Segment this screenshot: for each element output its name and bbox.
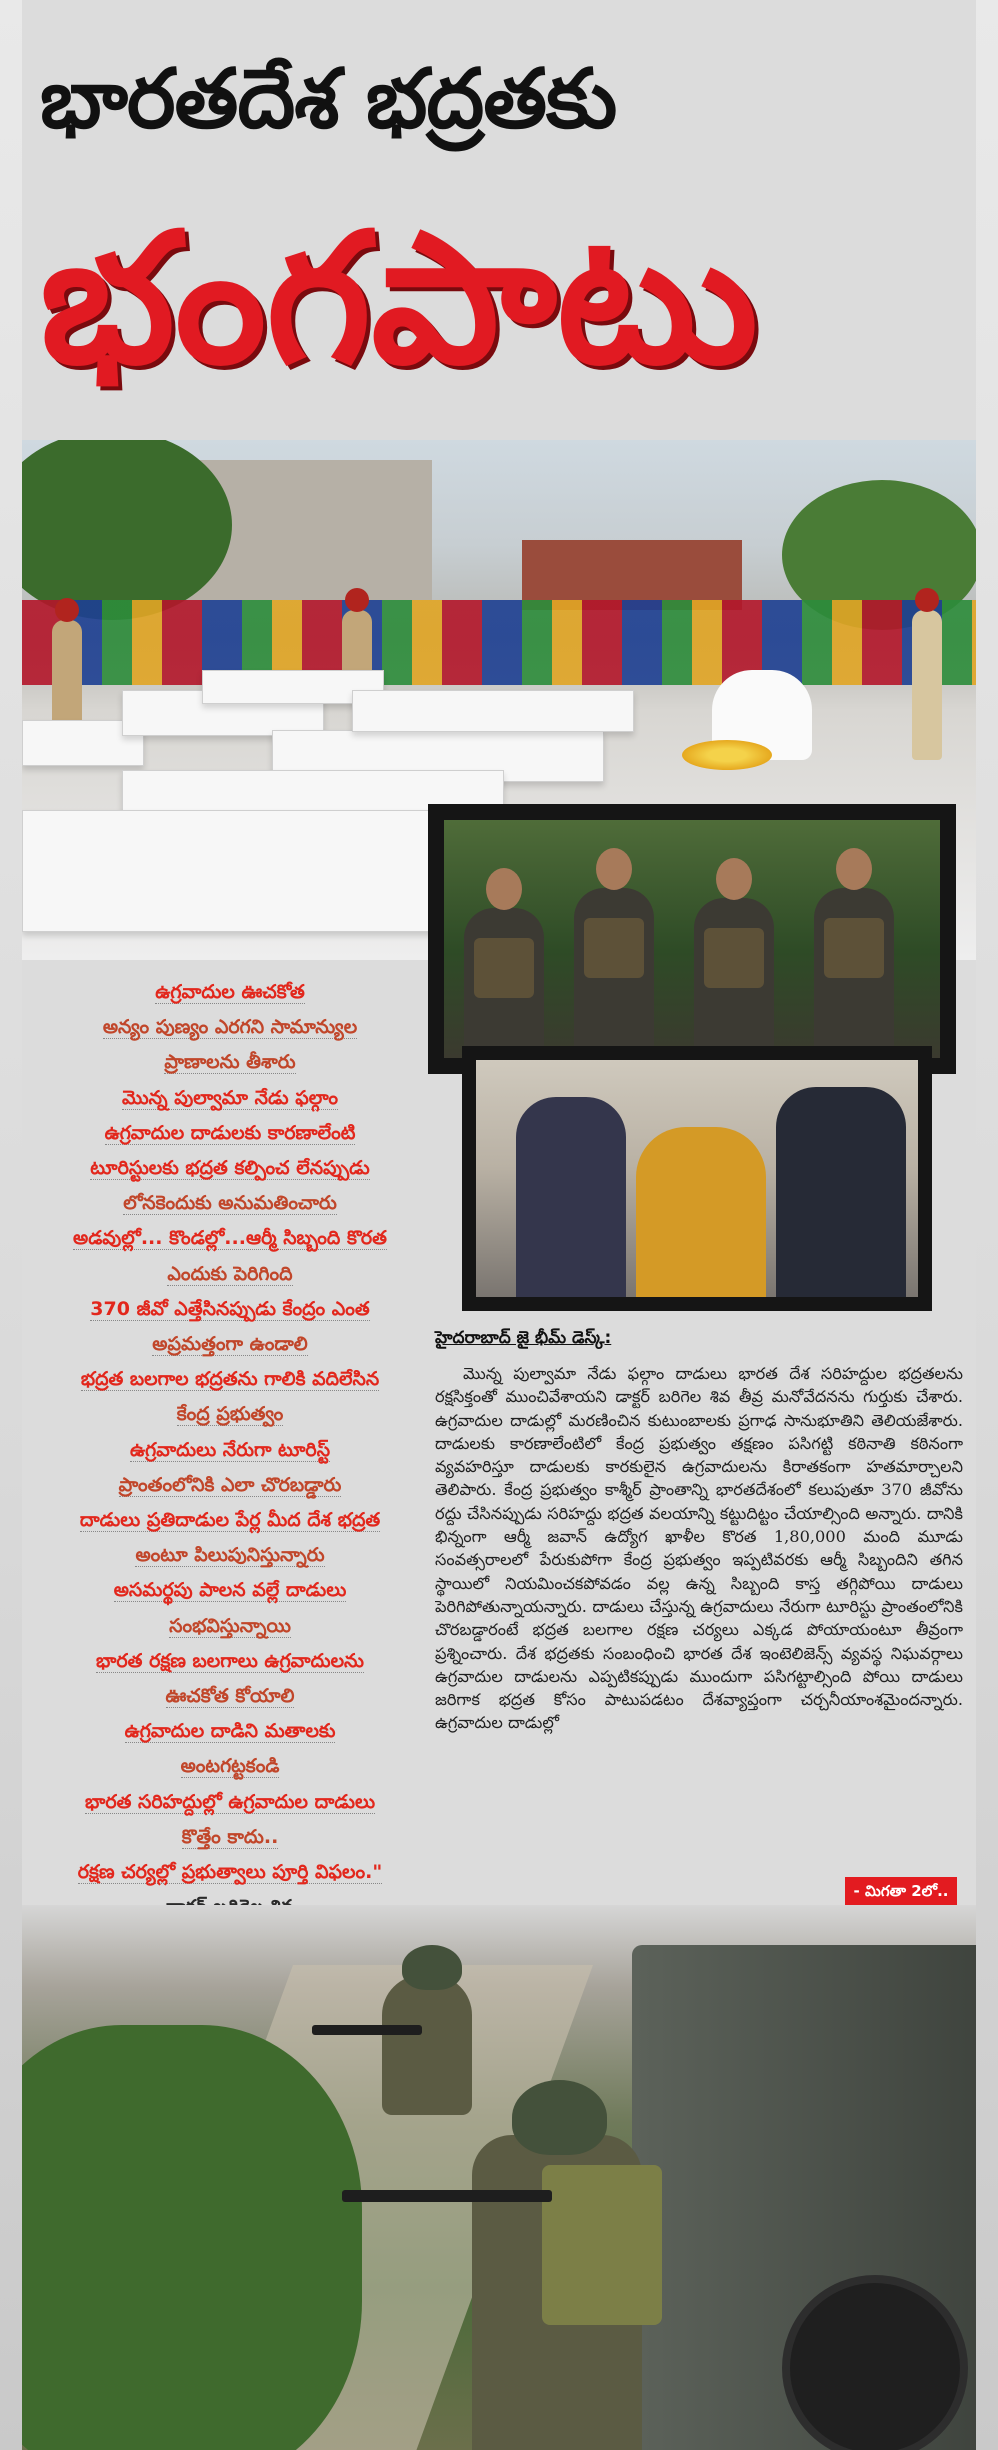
pull-quote-text: భద్రత బలగాల భద్రతను గాలికి వదిలేసిన <box>80 1368 380 1391</box>
headline-kicker: భారతదేశ భద్రతకు <box>40 52 617 147</box>
pull-quote-text: సంభవిస్తున్నాయి <box>169 1614 291 1637</box>
pull-quote-line <box>60 1362 400 1397</box>
pull-quote-line <box>60 975 400 1010</box>
pull-quote-text: ఉగ్రవాదుల దాడులకు కారణాలేంటి <box>104 1121 356 1144</box>
pull-quote-text: కేంద్ర ప్రభుత్వం <box>176 1403 284 1426</box>
pull-quote-text: భారత రక్షణ బలగాలు ఉగ్రవాదులను <box>96 1649 364 1672</box>
pull-quote-line <box>60 1573 400 1608</box>
pull-quote-text: ప్రాంతంలోనికి ఎలా చొరబడ్డారు <box>118 1473 342 1496</box>
rescue-photo <box>476 1060 918 1297</box>
pull-quote-line <box>60 1257 400 1292</box>
injured-woman <box>636 1127 766 1297</box>
pull-quote-text: అన్యం పుణ్యం ఎరగని సామాన్యుల <box>102 1016 358 1039</box>
pull-quote-line <box>60 1785 400 1820</box>
pull-quote-line <box>60 1644 400 1679</box>
pull-quote-text: రక్షణ చర్యల్లో ప్రభుత్వాలు పూర్తి విఫలం." <box>77 1861 383 1884</box>
pull-quote-line <box>60 1749 400 1784</box>
pull-quote-text: అసమర్థపు పాలన వల్లే దాడులు <box>113 1579 347 1602</box>
vehicle-wheel <box>782 2275 968 2450</box>
article-text: మొన్న పుల్వామా నేడు ఫల్గాం దాడులు భారత దేశ సరిహద్దుల భద్రతలను రక్షసిక్తంతో ముంచివేశాయని డాక్టర్ బరిగెల శివ తీవ్ర మనోవేదనను గుర్తుకు చేశారు. ఉగ్రవాదుల దాడుల్లో మరణించిన కుటుంబాలకు ప్రగాఢ సానుభూతిని తెలియజేశారు. దాడులకు కారణాలేంటిలో కేంద్ర ప్రభుత్వం తక్షణం పసిగట్టి కఠినాతి కఠినంగా వ్యవహరిస్తూ దాడులకు కారకులైన ఉగ్రవాదులను కిరాతకంగా హతమార్చాలని తెలిపారు. కేంద్ర ప్రభుత్వం కాశ్మీర్ ప్రాంతాన్ని భారతదేశంలో కలుపుతూ 370 జీవోను రద్దు చేసినప్పుడు సరిహద్దు భద్రత వలయాన్ని కట్టుదిట్టం చేయాల్సింది అన్నారు. దానికి భిన్నంగా ఆర్మీ జవాన్ ఉద్యోగ ఖాళీల కొరత 1,80,000 మంది మూడు సంవత్సరాలలో పేరుకుపోగా కేంద్ర ప్రభుత్వం ఇప్పటివరకు ఆర్మీ సిబ్బందిని తగిన స్థాయిలో నియమించకపోవడం వల్ల ఉన్న సిబ్బంది కాస్త తగ్గిపోయి దాడులు పెరిగిపోతున్నాయన్నారు. దాడులు చేస్తున్న ఉగ్రవాదులు నేరుగా టూరిస్టు ప్రాంతంలోనికి చొరబడ్డారంటే భద్రత బలగాల రక్షణ చర్యలు ఎక్కడ పోయాయంటూ తీవ్రంగా ప్రశ్నించారు. దేశ భద్రతకు సంబంధించి భారత దేశ ఇంటెలిజెన్స్ వ్యవస్థ నిఘవర్గాలు ఉగ్రవాదుల దాడులను ఎప్పటికప్పుడు ముందుగా పసిగట్టాల్సింది పోయి దాడులు జరిగాక భద్రత కోసం పాటుపడటం దేశవ్యాప్తంగా చర్చనీయాంశమైందన్నారు. ఉగ్రవాదుల దాడుల్లో <box>435 1364 963 1733</box>
pull-quote-line <box>60 1397 400 1432</box>
pull-quote-text: అడవుల్లో... కొండల్లో...ఆర్మీ సిబ్బంది కొరత <box>73 1227 387 1250</box>
pull-quote-line <box>60 1714 400 1749</box>
coffin <box>22 810 444 932</box>
soldier-front-helmet <box>512 2080 607 2155</box>
pull-quote-text: 370 జీవో ఎత్తేసినప్పుడు కేంద్రం ఎంత <box>90 1297 370 1320</box>
foliage <box>22 2025 362 2450</box>
pull-quote-text: ప్రాణాలను తీశారు <box>164 1051 296 1074</box>
rifle-front <box>342 2190 552 2202</box>
pull-quote-text: ఊచకోత కోయాలి <box>165 1685 295 1708</box>
pull-quote-line <box>60 1468 400 1503</box>
pull-quote-line <box>60 1327 400 1362</box>
pull-quote-text: దాడులు ప్రతిదాడుల పేర్ల మీద దేశ భద్రత <box>79 1509 381 1532</box>
pull-quote-text: మొన్న పుల్వామా నేడు ఫల్గాం <box>121 1086 339 1109</box>
militants-photo <box>444 820 940 1058</box>
pull-quote-line <box>60 1151 400 1186</box>
pull-quote-line <box>60 1433 400 1468</box>
pull-quote-line <box>60 1503 400 1538</box>
pull-quote-text: ఉగ్రవాదుల ఊచకోత <box>155 981 305 1003</box>
article-body <box>435 1362 963 1852</box>
pull-quote-line <box>60 1081 400 1116</box>
militant-figure <box>464 908 544 1058</box>
rifle-back <box>312 2025 422 2035</box>
coffin <box>352 690 634 732</box>
guard-soldier-right <box>912 610 942 760</box>
pull-quote-line <box>60 1679 400 1714</box>
flower-wreath <box>682 740 772 770</box>
pull-quote-line <box>60 1609 400 1644</box>
pull-quote-list <box>60 975 400 1915</box>
article-byline: హైదరాబాద్ జై భీమ్ డెస్క్: <box>435 1328 612 1348</box>
pull-quote-line <box>60 1221 400 1256</box>
decorated-wall <box>22 600 976 685</box>
soldiers-operation-photo <box>22 1905 976 2450</box>
pull-quote-line <box>60 1045 400 1080</box>
rescue-photo-frame <box>462 1046 932 1311</box>
militant-figure <box>814 888 894 1058</box>
pull-quote-text: భారత సరిహద్దుల్లో ఉగ్రవాదుల దాడులు <box>84 1790 376 1813</box>
pull-quote-line <box>60 1116 400 1151</box>
pull-quote-line <box>60 1855 400 1890</box>
pull-quote-text: అప్రమత్తంగా ఉండాలి <box>152 1333 308 1356</box>
militant-figure <box>694 898 774 1058</box>
pull-quote-line <box>60 1186 400 1221</box>
pull-quote-line <box>60 1538 400 1573</box>
militant-figure <box>574 888 654 1058</box>
rescuer-right <box>776 1087 906 1297</box>
pull-quote-line <box>60 1292 400 1327</box>
pull-quote-text: అంటగట్టకండి <box>180 1755 280 1778</box>
pull-quote-text: ఉగ్రవాదులు నేరుగా టూరిస్ట్ <box>129 1438 331 1461</box>
pull-quote-text: లోనకెందుకు అనుమతించారు <box>123 1192 337 1215</box>
pull-quote-line <box>60 1010 400 1045</box>
armored-vehicle <box>632 1945 976 2450</box>
soldier-back <box>382 1975 472 2115</box>
soldier-front-vest <box>542 2165 662 2325</box>
pull-quote-text: టూరిస్టులకు భద్రత కల్పించ లేనప్పుడు <box>90 1157 370 1180</box>
militants-photo-frame <box>428 804 956 1074</box>
continued-tag: - మిగతా 2లో.. <box>845 1877 957 1905</box>
pull-quote-text: ఉగ్రవాదుల దాడిని మతాలకు <box>124 1720 336 1743</box>
pull-quote-line <box>60 1820 400 1855</box>
soldier-back-helmet <box>402 1945 462 1990</box>
pull-quote-text: కొత్తేం కాదు.. <box>181 1825 279 1848</box>
headline-main: భంగపాటు <box>40 195 759 404</box>
pull-quote-text: ఎందుకు పెరిగింది <box>167 1262 293 1285</box>
rescuer-left <box>516 1097 626 1297</box>
pull-quote-text: అంటూ పిలుపునిస్తున్నారు <box>135 1544 325 1567</box>
